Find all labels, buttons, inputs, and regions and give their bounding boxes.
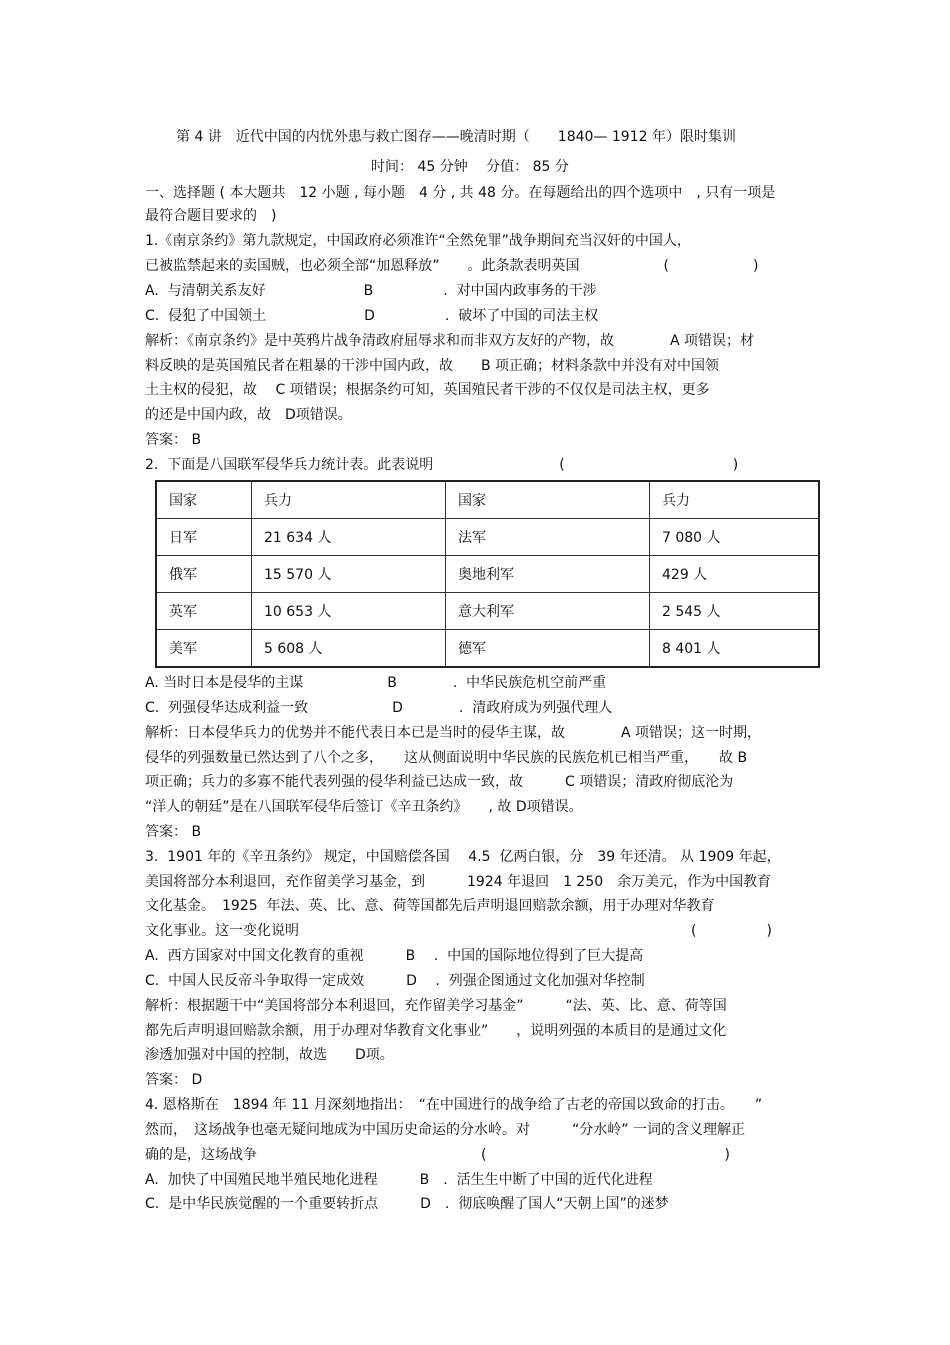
q3-options-2: C. 中国人民反帝斗争取得一定成效 D . 列强企图通过文化加强对华控制 xyxy=(145,973,645,989)
q2-explanation-1: 解析：日本侵华兵力的优势并不能代表日本已是当时的侵华主谋，故 A 项错误；这一时期， xyxy=(145,725,762,741)
table-header-cell: 兵力 xyxy=(650,481,820,519)
q3-options-1: A. 西方国家对中国文化教育的重视 B . 中国的国际地位得到了巨大提高 xyxy=(145,948,644,964)
table-cell: 德军 xyxy=(446,630,650,668)
table-cell: 美军 xyxy=(156,630,252,668)
q1-explanation-1: 解析：《南京条约》是中英鸦片战争清政府屈辱求和而非双方友好的产物，故 A 项错误；材 xyxy=(145,333,755,349)
table-cell: 法军 xyxy=(446,519,650,556)
q3-explanation-1: 解析：根据题干中“美国将部分本利退回，充作留美学习基金” “法、英、比、意、荷等国 xyxy=(145,998,727,1014)
table-cell: 21 634 人 xyxy=(252,519,446,556)
q4-stem-3: 确的是，这场战争 ( ) xyxy=(145,1147,730,1163)
section-heading-1: 一、选择题 ( 本大题共 12 小题 , 每小题 4 分 , 共 48 分。在每题给出的四个选项中 , 只有一项是 xyxy=(145,185,776,201)
q1-stem-1: 1.《南京条约》第九款规定，中国政府必须准许“全然免罪”战争期间充当汉奸的中国人， xyxy=(145,233,691,249)
q3-stem-4: 文化事业。这一变化说明 ( ) xyxy=(145,923,772,939)
exam-meta: 时间： 45 分钟 分值： 85 分 xyxy=(371,159,569,175)
table-cell: 10 653 人 xyxy=(252,593,446,630)
q4-stem-2: 然而， 这场战争也毫无疑问地成为中国历史命运的分水岭。对 “分水岭” 一词的含义理解正 xyxy=(145,1122,745,1138)
q2-options-2: C. 列强侵华达成利益一致 D . 清政府成为列强代理人 xyxy=(145,700,613,716)
table-cell: 15 570 人 xyxy=(252,556,446,593)
table-row xyxy=(156,519,819,556)
q2-explanation-4: “洋人的朝廷”是在八国联军侵华后签订《辛丑条约》 , 故 D项错误。 xyxy=(145,799,583,815)
q1-explanation-4: 的还是中国内政，故 D项错误。 xyxy=(145,407,352,423)
table-cell: 奥地利军 xyxy=(446,556,650,593)
troops-table xyxy=(155,480,820,668)
table-header-row xyxy=(156,481,819,519)
q4-options-2: C. 是中华民族觉醒的一个重要转折点 D . 彻底唤醒了国人“天朝上国”的迷梦 xyxy=(145,1196,669,1212)
table-cell: 俄军 xyxy=(156,556,252,593)
table-header-cell: 兵力 xyxy=(252,481,446,519)
table-row xyxy=(156,556,819,593)
table-row xyxy=(156,593,819,630)
table-cell: 8 401 人 xyxy=(650,630,820,668)
table-cell: 5 608 人 xyxy=(252,630,446,668)
q4-stem-1: 4. 恩格斯在 1894 年 11 月深刻地指出： “在中国进行的战争给了古老的帝国以致命的打击。 ” xyxy=(145,1097,763,1113)
table-cell: 2 545 人 xyxy=(650,593,820,630)
q3-stem-2: 美国将部分本利退回，充作留美学习基金，到 1924 年退回 1 250 余万美元，作为中国教育 xyxy=(145,874,772,890)
q2-explanation-2: 侵华的列强数量已然达到了八个之多， 这从侧面说明中华民族的民族危机已相当严重， 故 B xyxy=(145,750,748,766)
table-cell: 英军 xyxy=(156,593,252,630)
q2-options-1: A. 当时日本是侵华的主谋 B . 中华民族危机空前严重 xyxy=(145,675,607,691)
q3-answer: 答案： D xyxy=(145,1072,203,1088)
q1-stem-2: 已被监禁起来的卖国贼，也必须全部“加恩释放” 。此条款表明英国 ( ) xyxy=(145,258,759,274)
q1-explanation-3: 土主权的侵犯，故 C 项错误；根据条约可知，英国殖民者干涉的不仅仅是司法主权，更多 xyxy=(145,382,710,398)
page-title: 第 4 讲 近代中国的内忧外患与救亡图存——晚清时期（ 1840— 1912 年）限时集训 xyxy=(176,129,736,145)
q3-explanation-2: 都先后声明退回赔款余额，用于办理对华教育文化事业” ，说明列强的本质目的是通过文化 xyxy=(145,1023,727,1039)
table-row xyxy=(156,630,819,668)
q1-explanation-2: 料反映的是英国殖民者在粗暴的干涉中国内政，故 B 项正确；材料条款中并没有对中国领 xyxy=(145,358,720,374)
q2-explanation-3: 项正确；兵力的多寡不能代表列强的侵华利益已达成一致，故 C 项错误；清政府彻底沦为 xyxy=(145,774,734,790)
q1-options-2: C. 侵犯了中国领土 D . 破坏了中国的司法主权 xyxy=(145,308,599,324)
q1-options-1: A. 与清朝关系友好 B . 对中国内政事务的干涉 xyxy=(145,283,597,299)
q3-explanation-3: 渗透加强对中国的控制，故选 D项。 xyxy=(145,1047,394,1063)
table-header-cell: 国家 xyxy=(156,481,252,519)
table-cell: 429 人 xyxy=(650,556,820,593)
table-header-cell: 国家 xyxy=(446,481,650,519)
table-cell: 7 080 人 xyxy=(650,519,820,556)
q3-stem-3: 文化基金。 1925 年法、英、比、意、荷等国都先后声明退回赔款余额，用于办理对华教育 xyxy=(145,898,715,914)
section-heading-2: 最符合题目要求的 ) xyxy=(145,208,277,224)
q2-stem: 2. 下面是八国联军侵华兵力统计表。此表说明 ( ) xyxy=(145,457,739,473)
table-cell: 日军 xyxy=(156,519,252,556)
q3-stem-1: 3. 1901 年的《辛丑条约》 规定，中国赔偿各国 4.5 亿两白银，分 39 年还清。 从 1909 年起， xyxy=(145,849,781,865)
q1-answer: 答案： B xyxy=(145,432,202,448)
q4-options-1: A. 加快了中国殖民地半殖民地化进程 B . 活生生中断了中国的近代化进程 xyxy=(145,1172,653,1188)
q2-answer: 答案： B xyxy=(145,824,202,840)
table-cell: 意大利军 xyxy=(446,593,650,630)
